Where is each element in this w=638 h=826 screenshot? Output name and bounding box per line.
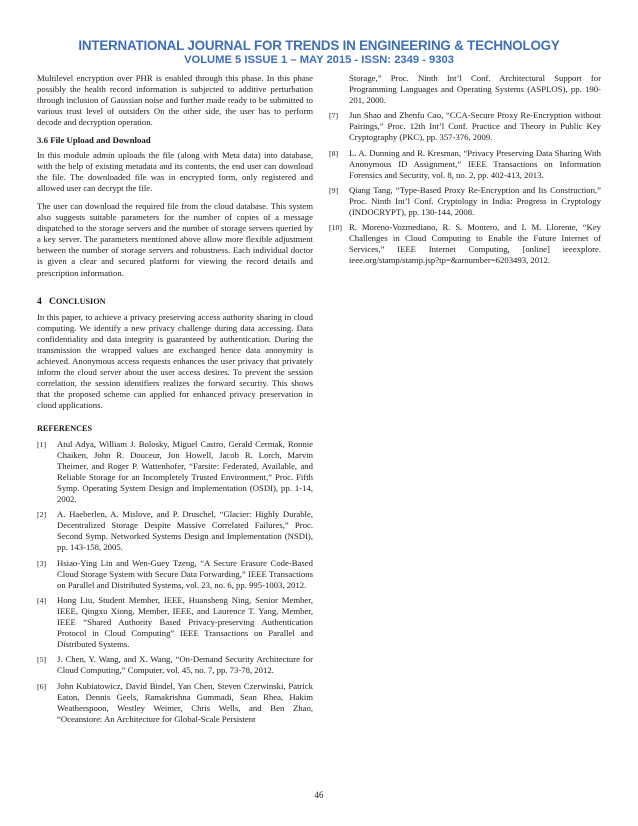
reference-text: John Kubiatowicz, David Bindel, Yan Chen, Steven Czerwinski, Patrick Eaton, Dennis Geels, Ramakrishna Gummadi, Sean Rhea, Hakim Weatherspoon, Westley Weimer, Chris Wells, and Ben Zhao, “Oceanstore: An Architecture for Global-Scale Persistent xyxy=(57,680,313,724)
journal-header xyxy=(0,38,638,67)
reference-item xyxy=(329,110,601,143)
reference-item xyxy=(37,558,313,591)
heading-initial: C xyxy=(49,295,56,307)
paragraph: The user can download the required file from the cloud database. This system also suggests suitable parameters for the number of copies of a message dispatched to the storage servers and the number of storage servers queried by a key server. The parameters mentioned above allow more flexible adjustment between the number of storage servers and robustness. Each individual doctor is given a clear and secured platform for viewing the record details and prescription information. xyxy=(37,200,313,278)
reference-number: [9] xyxy=(329,185,339,195)
references-heading: REFERENCES xyxy=(37,423,93,433)
reference-number: [2] xyxy=(37,510,47,520)
section-number: 4 xyxy=(37,295,42,307)
journal-title: INTERNATIONAL JOURNAL FOR TRENDS IN ENGINEERING & TECHNOLOGY xyxy=(78,38,560,53)
reference-text: J. Chen, Y. Wang, and X. Wang, “On-Demand Security Architecture for Cloud Computing,” Computer, vol. 45, no. 7, pp. 73-78, 2012. xyxy=(57,654,313,676)
reference-text: Jun Shao and Zhenfu Cao, “CCA-Secure Proxy Re-Encryption without Pairings,” Proc. 12th Int’l Conf. Practice and Theory in Public Key Cryptography (PKC), pp. 357-376, 2009. xyxy=(349,110,601,143)
paragraph: In this module admin uploads the file (along with Meta data) into database, with the help of existing metadata and its contents, the end user can download the file. The downloaded file was in encrypted form, only registered and allowed user can decrypt the file. xyxy=(37,149,313,193)
reference-item xyxy=(329,148,601,181)
section-heading: 3.6 File Upload and Download xyxy=(37,135,151,146)
left-column xyxy=(37,73,313,729)
reference-item xyxy=(329,222,601,266)
conclusion-heading xyxy=(37,296,313,307)
reference-text: L. A. Dunning and R. Kresman, “Privacy Preserving Data Sharing With Anonymous ID Assignment,” IEEE Transactions on Information Forensics and Security, vol. 8, no. 2, pp. 402-413, 2013. xyxy=(349,147,601,180)
reference-text: R. Moreno-Vozmediano, R. S. Montero, and I. M. Llorente, “Key Challenges in Cloud Computing to Enable the Future Internet of Services,” IEEE Internet Computing, [online] ieeexplore. ieee.org/stamp/stamp.jsp?tp=&arnumber=6203493, 2012. xyxy=(349,222,601,266)
reference-item xyxy=(37,681,313,725)
reference-number: [6] xyxy=(37,681,47,691)
reference-number: [7] xyxy=(329,111,339,121)
reference-text: Atul Adya, William J. Bolosky, Miguel Castro, Gerald Cermak, Ronnie Chaiken, John R. Douceur, Jon Howell, Jacob R. Lorch, Marvin Theimer, and Roger P. Wattenhofer, “Farsite: Federated, Available, and Reliable Storage for an Incompletely Trusted Environment,” Proc. Fifth Symp. Operating System Design and Implementation (OSDI), pp. 1-14, 2002. xyxy=(57,438,313,505)
reference-item xyxy=(37,595,313,650)
page-number: 46 xyxy=(314,790,324,800)
reference-number: [5] xyxy=(37,655,47,665)
reference-number: [4] xyxy=(37,595,47,605)
reference-text: A. Haeberlen, A. Mislove, and P. Druschel, “Glacier: Highly Durable, Decentralized Storage Despite Massive Correlated Failures,” Proc. Second Symp. Networked Systems Design and Implementation (NSDI), pp. 143-158, 2005. xyxy=(57,509,313,553)
paragraph: Multilevel encryption over PHR is enabled through this phase. In this phase possibly the health record information is subjected to additive perturbation through inclusion of Gaussian noise and further made ready to be submitted to various trust level of outsiders On the other side, the user has to perform decode and decryption operation. xyxy=(37,73,313,128)
reference-text: Hong Liu, Student Member, IEEE, Huansheng Ning, Senior Member, IEEE, Qingxu Xiong, Member, IEEE, and Laurence T. Yang, Member, IEEE “Shared Authority Based Privacy-preserving Authentication Protocol in Cloud Computing” IEEE Transactions on Parallel and Distributed Systems. xyxy=(57,594,313,650)
reference-text: Hsiao-Ying Lin and Wen-Guey Tzeng, “A Secure Erasure Code-Based Cloud Storage System with Secure Data Forwarding,” IEEE Transactions on Parallel and Distributed Systems, vol. 23, no. 6, pp. 995-1003, 2012. xyxy=(57,557,313,590)
reference-number: [10] xyxy=(329,223,342,233)
reference-item xyxy=(37,509,313,553)
reference-item xyxy=(37,654,313,676)
reference-number: [1] xyxy=(37,439,47,449)
issue-line: VOLUME 5 ISSUE 1 – MAY 2015 - ISSN: 2349 - 9303 xyxy=(184,54,454,66)
reference-number: [8] xyxy=(329,148,339,158)
heading-rest: ONCLUSION xyxy=(55,296,106,306)
reference-item xyxy=(329,185,601,218)
right-column xyxy=(329,73,601,271)
reference-continuation: Storage,” Proc. Ninth Int’l Conf. Architectural Support for Programming Languages and Operating Systems (ASPLOS), pp. 190- 201, 2000. xyxy=(349,73,601,106)
reference-item xyxy=(37,439,313,506)
reference-number: [3] xyxy=(37,558,47,568)
conclusion-text: In this paper, to achieve a privacy preserving access authority sharing in cloud computing. We identify a new privacy challenge during data accessing. Data confidentiality and data integrity is guaranteed by authentication. During the transmission the wrapped values are exchanged hence data anonymity is achieved. Anonymous access requests enhances the user privacy that privately inform the cloud server about the user access desires. To prevent the session correlation, the session identifiers realizes the forward security. This shows that the proposed scheme can applied for enhanced privacy preservation in cloud applications. xyxy=(37,311,313,411)
reference-text: Qiang Tang, “Type-Based Proxy Re-Encryption and Its Construction,” Proc. Ninth Int’l Conf. Cryptology in India: Progress in Cryptology (INDOCRYPT), pp. 130-144, 2008. xyxy=(349,184,601,218)
